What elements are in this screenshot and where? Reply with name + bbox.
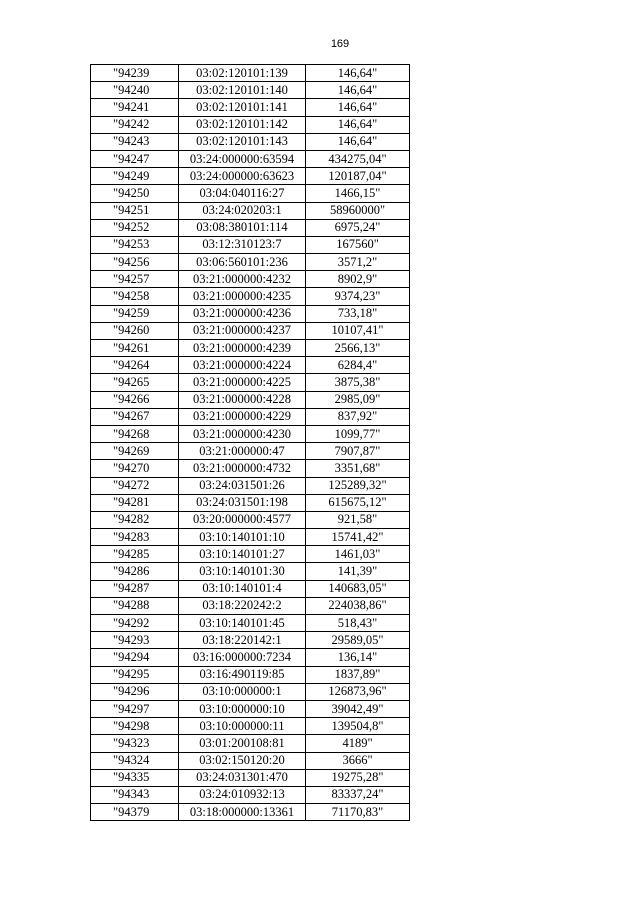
record-id-cell: "94260 (91, 322, 179, 339)
table-row (91, 288, 410, 305)
table-row (91, 219, 410, 236)
record-id-cell: "94298 (91, 718, 179, 735)
cadastral-number-cell: 03:02:120101:142 (179, 116, 306, 133)
value-cell: 146,64" (306, 65, 410, 82)
table-row (91, 99, 410, 116)
value-cell: 434275,04" (306, 150, 410, 167)
value-cell: 15741,42" (306, 529, 410, 546)
table-row (91, 443, 410, 460)
table-row (91, 65, 410, 82)
value-cell: 837,92" (306, 408, 410, 425)
table-row (91, 357, 410, 374)
table-row (91, 546, 410, 563)
value-cell: 29589,05" (306, 632, 410, 649)
value-cell: 224038,86" (306, 597, 410, 614)
value-cell: 10107,41" (306, 322, 410, 339)
table-row (91, 185, 410, 202)
cadastral-number-cell: 03:16:000000:7234 (179, 649, 306, 666)
table-row (91, 254, 410, 271)
record-id-cell: "94270 (91, 460, 179, 477)
table-row (91, 804, 410, 821)
record-id-cell: "94379 (91, 804, 179, 821)
record-id-cell: "94242 (91, 116, 179, 133)
cadastral-number-cell: 03:02:120101:143 (179, 133, 306, 150)
table-row (91, 202, 410, 219)
page-number: 169 (330, 38, 350, 50)
cadastral-number-cell: 03:24:010932:13 (179, 786, 306, 803)
record-id-cell: "94287 (91, 580, 179, 597)
cadastral-number-cell: 03:21:000000:4235 (179, 288, 306, 305)
table-row (91, 340, 410, 357)
value-cell: 4189" (306, 735, 410, 752)
value-cell: 58960000" (306, 202, 410, 219)
value-cell: 7907,87" (306, 443, 410, 460)
cadastral-number-cell: 03:20:000000:4577 (179, 511, 306, 528)
record-id-cell: "94292 (91, 615, 179, 632)
value-cell: 1099,77" (306, 425, 410, 442)
cadastral-number-cell: 03:04:040116:27 (179, 185, 306, 202)
value-cell: 3666" (306, 752, 410, 769)
record-id-cell: "94297 (91, 700, 179, 717)
record-id-cell: "94282 (91, 511, 179, 528)
record-id-cell: "94335 (91, 769, 179, 786)
cadastral-number-cell: 03:18:000000:13361 (179, 804, 306, 821)
cadastral-number-cell: 03:24:020203:1 (179, 202, 306, 219)
record-id-cell: "94323 (91, 735, 179, 752)
cadastral-number-cell: 03:10:000000:1 (179, 683, 306, 700)
table-row (91, 683, 410, 700)
record-id-cell: "94293 (91, 632, 179, 649)
table-row (91, 597, 410, 614)
cadastral-number-cell: 03:10:140101:27 (179, 546, 306, 563)
cadastral-number-cell: 03:21:000000:4237 (179, 322, 306, 339)
record-id-cell: "94251 (91, 202, 179, 219)
table-row (91, 786, 410, 803)
value-cell: 733,18" (306, 305, 410, 322)
value-cell: 146,64" (306, 82, 410, 99)
record-id-cell: "94257 (91, 271, 179, 288)
cadastral-number-cell: 03:18:220142:1 (179, 632, 306, 649)
value-cell: 139504,8" (306, 718, 410, 735)
value-cell: 1837,89" (306, 666, 410, 683)
value-cell: 146,64" (306, 99, 410, 116)
cadastral-number-cell: 03:24:031301:470 (179, 769, 306, 786)
record-id-cell: "94256 (91, 254, 179, 271)
value-cell: 6284,4" (306, 357, 410, 374)
value-cell: 71170,83" (306, 804, 410, 821)
cadastral-number-cell: 03:10:140101:4 (179, 580, 306, 597)
table-row (91, 632, 410, 649)
value-cell: 8902,9" (306, 271, 410, 288)
cadastral-number-cell: 03:21:000000:4239 (179, 340, 306, 357)
value-cell: 6975,24" (306, 219, 410, 236)
value-cell: 120187,04" (306, 168, 410, 185)
table-row (91, 82, 410, 99)
table-row (91, 529, 410, 546)
value-cell: 146,64" (306, 116, 410, 133)
value-cell: 19275,28" (306, 769, 410, 786)
table-row (91, 116, 410, 133)
value-cell: 1466,15" (306, 185, 410, 202)
record-id-cell: "94259 (91, 305, 179, 322)
table-row (91, 615, 410, 632)
record-id-cell: "94258 (91, 288, 179, 305)
cadastral-number-cell: 03:02:120101:139 (179, 65, 306, 82)
table-row (91, 236, 410, 253)
table-row (91, 133, 410, 150)
value-cell: 141,39" (306, 563, 410, 580)
value-cell: 39042,49" (306, 700, 410, 717)
table-row (91, 477, 410, 494)
cadastral-number-cell: 03:10:140101:10 (179, 529, 306, 546)
record-id-cell: "94261 (91, 340, 179, 357)
cadastral-number-cell: 03:21:000000:4224 (179, 357, 306, 374)
record-id-cell: "94250 (91, 185, 179, 202)
table-row (91, 374, 410, 391)
cadastral-number-cell: 03:06:560101:236 (179, 254, 306, 271)
value-cell: 921,58" (306, 511, 410, 528)
table-row (91, 305, 410, 322)
cadastral-number-cell: 03:18:220242:2 (179, 597, 306, 614)
table-row (91, 769, 410, 786)
record-id-cell: "94288 (91, 597, 179, 614)
table-row (91, 408, 410, 425)
cadastral-number-cell: 03:12:310123:7 (179, 236, 306, 253)
record-id-cell: "94264 (91, 357, 179, 374)
value-cell: 140683,05" (306, 580, 410, 597)
table-row (91, 718, 410, 735)
table-row (91, 425, 410, 442)
record-id-cell: "94268 (91, 425, 179, 442)
cadastral-number-cell: 03:01:200108:81 (179, 735, 306, 752)
cadastral-number-cell: 03:10:140101:30 (179, 563, 306, 580)
cadastral-number-cell: 03:21:000000:4236 (179, 305, 306, 322)
cadastral-number-cell: 03:10:000000:11 (179, 718, 306, 735)
value-cell: 615675,12" (306, 494, 410, 511)
table-row (91, 511, 410, 528)
record-id-cell: "94294 (91, 649, 179, 666)
cadastral-number-cell: 03:21:000000:4229 (179, 408, 306, 425)
cadastral-number-cell: 03:02:120101:141 (179, 99, 306, 116)
cadastral-number-cell: 03:21:000000:4732 (179, 460, 306, 477)
value-cell: 146,64" (306, 133, 410, 150)
value-cell: 3875,38" (306, 374, 410, 391)
table-row (91, 563, 410, 580)
cadastral-number-cell: 03:24:031501:198 (179, 494, 306, 511)
cadastral-number-cell: 03:21:000000:4225 (179, 374, 306, 391)
record-id-cell: "94252 (91, 219, 179, 236)
record-id-cell: "94295 (91, 666, 179, 683)
cadastral-number-cell: 03:10:000000:10 (179, 700, 306, 717)
cadastral-number-cell: 03:21:000000:4232 (179, 271, 306, 288)
table-row (91, 168, 410, 185)
record-id-cell: "94281 (91, 494, 179, 511)
value-cell: 136,14" (306, 649, 410, 666)
record-id-cell: "94243 (91, 133, 179, 150)
record-id-cell: "94266 (91, 391, 179, 408)
cadastral-number-cell: 03:24:031501:26 (179, 477, 306, 494)
cadastral-number-cell: 03:21:000000:4230 (179, 425, 306, 442)
record-id-cell: "94343 (91, 786, 179, 803)
record-id-cell: "94253 (91, 236, 179, 253)
cadastral-number-cell: 03:02:120101:140 (179, 82, 306, 99)
record-id-cell: "94240 (91, 82, 179, 99)
value-cell: 3351,68" (306, 460, 410, 477)
value-cell: 167560" (306, 236, 410, 253)
record-id-cell: "94272 (91, 477, 179, 494)
table-row (91, 150, 410, 167)
table-row (91, 649, 410, 666)
table-row (91, 271, 410, 288)
cadastral-number-cell: 03:08:380101:114 (179, 219, 306, 236)
cadastral-number-cell: 03:10:140101:45 (179, 615, 306, 632)
value-cell: 83337,24" (306, 786, 410, 803)
record-id-cell: "94324 (91, 752, 179, 769)
record-id-cell: "94265 (91, 374, 179, 391)
cadastral-number-cell: 03:24:000000:63594 (179, 150, 306, 167)
record-id-cell: "94296 (91, 683, 179, 700)
cadastral-number-cell: 03:21:000000:4228 (179, 391, 306, 408)
cadastral-number-cell: 03:02:150120:20 (179, 752, 306, 769)
table-row (91, 494, 410, 511)
value-cell: 2566,13" (306, 340, 410, 357)
value-cell: 2985,09" (306, 391, 410, 408)
record-id-cell: "94269 (91, 443, 179, 460)
value-cell: 3571,2" (306, 254, 410, 271)
table-row (91, 580, 410, 597)
record-id-cell: "94283 (91, 529, 179, 546)
record-id-cell: "94249 (91, 168, 179, 185)
table-row (91, 700, 410, 717)
table-row (91, 752, 410, 769)
record-id-cell: "94267 (91, 408, 179, 425)
cadastral-number-cell: 03:24:000000:63623 (179, 168, 306, 185)
table-row (91, 460, 410, 477)
value-cell: 1461,03" (306, 546, 410, 563)
table-row (91, 391, 410, 408)
table-row (91, 666, 410, 683)
record-id-cell: "94285 (91, 546, 179, 563)
record-id-cell: "94241 (91, 99, 179, 116)
table-body (91, 65, 410, 821)
table-row (91, 735, 410, 752)
record-id-cell: "94286 (91, 563, 179, 580)
value-cell: 9374,23" (306, 288, 410, 305)
record-id-cell: "94239 (91, 65, 179, 82)
table-row (91, 322, 410, 339)
value-cell: 125289,32" (306, 477, 410, 494)
value-cell: 518,43" (306, 615, 410, 632)
cadastral-number-cell: 03:16:490119:85 (179, 666, 306, 683)
cadastral-number-cell: 03:21:000000:47 (179, 443, 306, 460)
data-table (90, 64, 410, 821)
value-cell: 126873,96" (306, 683, 410, 700)
record-id-cell: "94247 (91, 150, 179, 167)
